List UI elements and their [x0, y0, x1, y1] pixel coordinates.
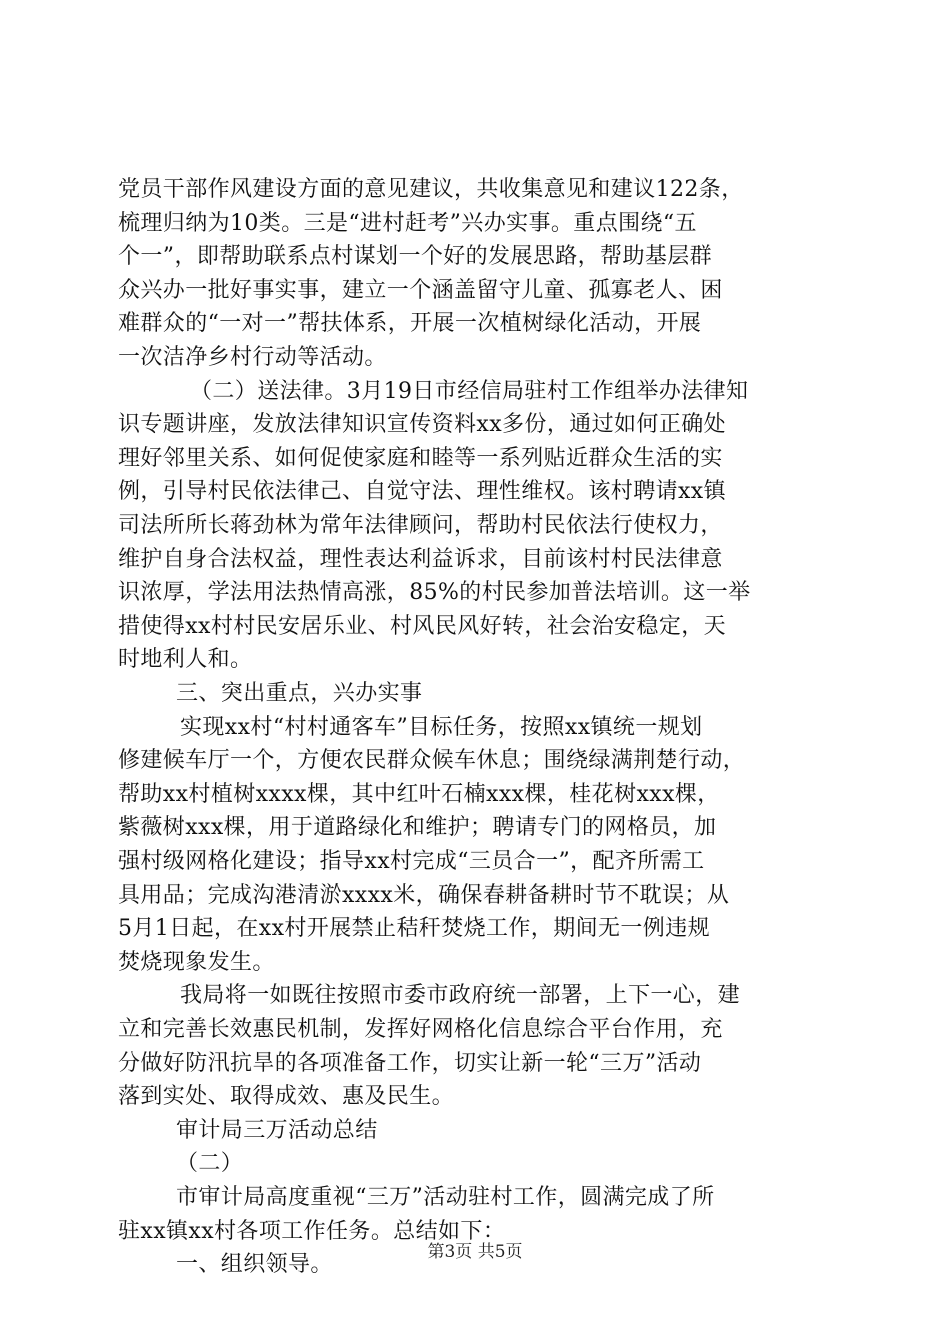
text-line: 帮助xx村植树xxxx棵，其中红叶石楠xxx棵，桂花树xxx棵， [118, 781, 720, 807]
text-line: 时地利人和。 [118, 647, 253, 673]
text-line: （二）送法律。3月19日市经信局驻村工作组举办法律知 [190, 378, 749, 404]
text-line: 众兴办一批好事实事，建立一个涵盖留守儿童、孤寡老人、困 [118, 277, 723, 303]
text-line: 个一”，即帮助联系点村谋划一个好的发展思路，帮助基层群 [118, 244, 713, 270]
text-line: 立和完善长效惠民机制，发挥好网格化信息综合平台作用，充 [118, 1017, 723, 1042]
text-line: 市审计局高度重视“三万”活动驻村工作，圆满完成了所 [176, 1185, 715, 1210]
text-line: 识浓厚，学法用法热情高涨，85%的村民参加普法培训。这一举 [118, 580, 751, 606]
text-line: （二） [176, 1151, 244, 1177]
text-line: 具用品；完成沟港清淤xxxx米，确保春耕备耕时节不耽误；从 [118, 882, 730, 908]
text-line: 实现xx村“村村通客车”目标任务，按照xx镇统一规划 [180, 714, 703, 740]
text-line: 强村级网格化建设；指导xx村完成“三员合一”，配齐所需工 [118, 849, 705, 874]
section-heading: 三、突出重点，兴办实事 [176, 681, 423, 706]
text-line: 分做好防汛抗旱的各项准备工作，切实让新一轮“三万”活动 [118, 1050, 702, 1076]
text-line: 修建候车厅一个，方便农民群众候车休息；围绕绿满荆楚行动， [118, 748, 746, 774]
text-line: 维护自身合法权益，理性表达利益诉求，目前该村村民法律意 [118, 546, 723, 572]
text-line: 难群众的“一对一”帮扶体系，开展一次植树绿化活动，开展 [118, 311, 702, 337]
text-line: 一次洁净乡村行动等活动。 [118, 345, 387, 370]
text-line: 党员干部作风建设方面的意见建议，共收集意见和建议122条， [118, 177, 744, 202]
section-title: 审计局三万活动总结 [176, 1117, 378, 1143]
text-line: 一、组织领导。 [176, 1252, 333, 1278]
text-line: 5月1日起，在xx村开展禁止秸秆焚烧工作，期间无一例违规 [118, 916, 711, 942]
text-line: 紫薇树xxx棵，用于道路绿化和维护；聘请专门的网格员，加 [118, 815, 717, 841]
text-line: 落到实处、取得成效、惠及民生。 [118, 1084, 455, 1110]
text-line: 驻xx镇xx村各项工作任务。总结如下： [118, 1218, 506, 1244]
text-line: 例，引导村民依法律己、自觉守法、理性维权。该村聘请xx镇 [118, 479, 727, 505]
text-line: 理好邻里关系、如何促使家庭和睦等一系列贴近群众生活的实 [118, 445, 723, 471]
text-line: 我局将一如既往按照市委市政府统一部署，上下一心，建 [180, 983, 741, 1009]
text-line: 措使得xx村村民安居乐业、村风民风好转，社会治安稳定，天 [118, 613, 727, 639]
text-line: 梳理归纳为10类。三是“进村赶考”兴办实事。重点围绕“五 [118, 210, 697, 236]
text-line: 焚烧现象发生。 [118, 949, 275, 975]
text-line: 识专题讲座，发放法律知识宣传资料xx多份，通过如何正确处 [118, 412, 727, 438]
page-footer: 第3页 共5页 [427, 1242, 523, 1262]
text-line: 司法所所长蒋劲林为常年法律顾问，帮助村民依法行使权力， [118, 513, 723, 538]
